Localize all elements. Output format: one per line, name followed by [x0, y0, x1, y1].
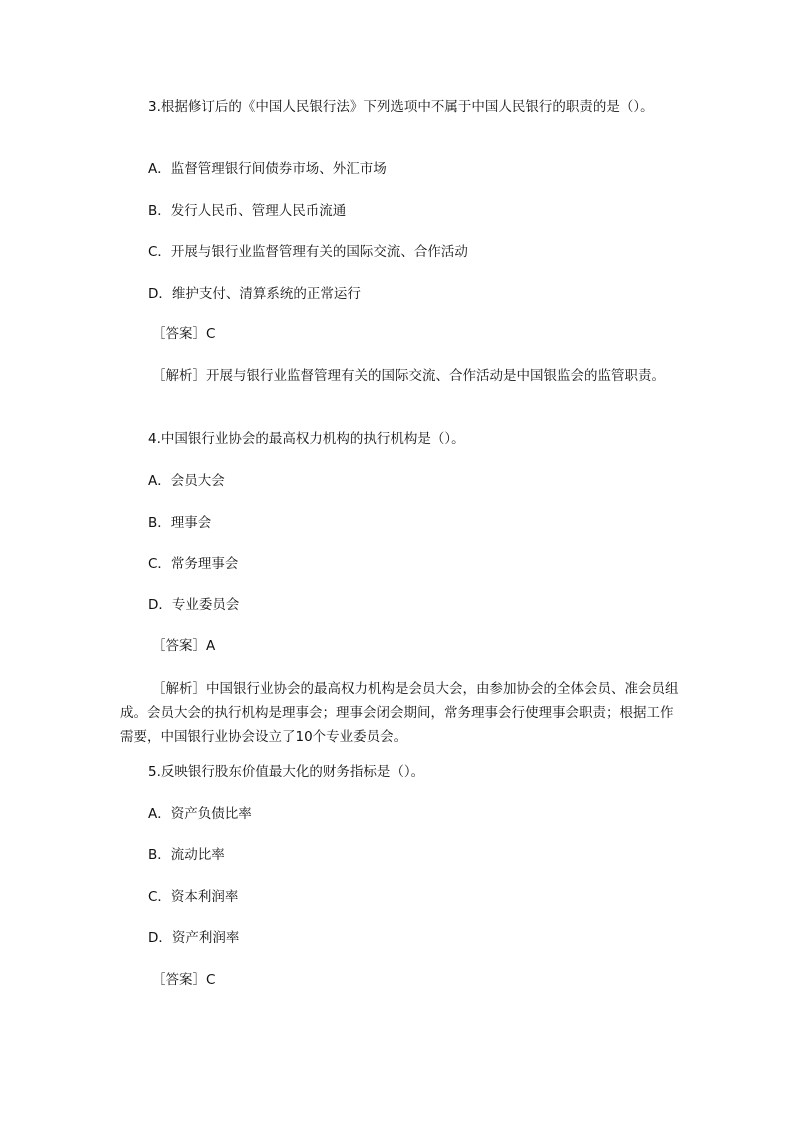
question-5-option-a: A．资产负债比率 — [148, 806, 252, 822]
question-3-option-b: B．发行人民币、管理人民币流通 — [148, 203, 347, 219]
question-5-stem: 5.反映银行股东价值最大化的财务指标是（）。 — [148, 764, 425, 780]
question-4-stem: 4.中国银行业协会的最高权力机构的执行机构是（）。 — [148, 431, 465, 447]
question-3-analysis: ［解析］开展与银行业监督管理有关的国际交流、合作活动是中国银监会的监管职责。 — [152, 368, 665, 384]
question-3-option-a: A．监督管理银行间债券市场、外汇市场 — [148, 161, 387, 177]
question-4-analysis: ［解析］中国银行业协会的最高权力机构是会员大会，由参加协会的全体会员、准会员组成。会员大会的执行机构是理事会；理事会闭会期间，常务理事会行使理事会职责；根据工作需要，中国银行业协会设立了10个专业委员会。 — [120, 681, 679, 745]
question-4-option-d: D．专业委员会 — [148, 597, 240, 613]
question-5-option-c: C．资本利润率 — [148, 889, 239, 905]
question-5-option-b: B．流动比率 — [148, 847, 225, 863]
question-3-answer: ［答案］C — [152, 326, 216, 342]
question-3-option-d: D．维护支付、清算系统的正常运行 — [148, 286, 361, 302]
question-5-answer: ［答案］C — [152, 972, 216, 988]
question-4-option-c: C．常务理事会 — [148, 556, 239, 572]
question-3-stem: 3.根据修订后的《中国人民银行法》下列选项中不属于中国人民银行的职责的是（）。 — [148, 99, 654, 115]
question-3-option-c: C．开展与银行业监督管理有关的国际交流、合作活动 — [148, 244, 468, 260]
question-4-option-b: B．理事会 — [148, 515, 212, 531]
question-4-answer: ［答案］A — [152, 638, 216, 654]
question-5-option-d: D．资产利润率 — [148, 930, 240, 946]
question-4-option-a: A．会员大会 — [148, 473, 225, 489]
